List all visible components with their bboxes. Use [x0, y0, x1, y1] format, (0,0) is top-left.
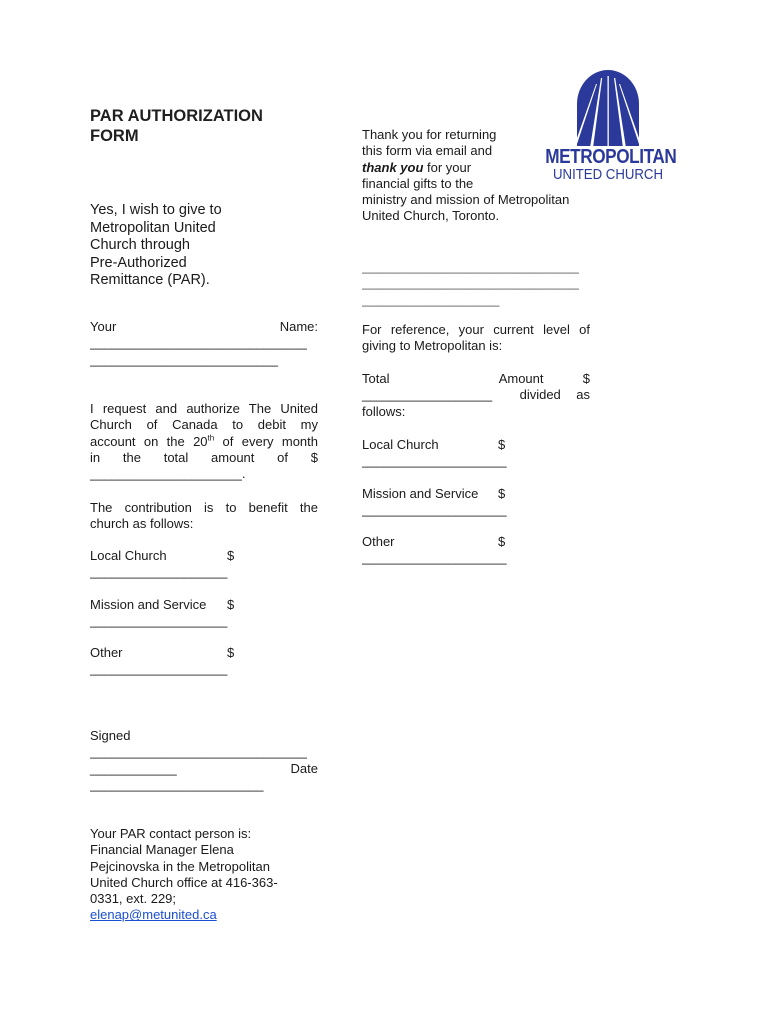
intro-line: Pre-Authorized — [90, 254, 187, 271]
thanks-text: for your — [423, 159, 472, 175]
contact-line: 0331, ext. 229; — [90, 891, 177, 907]
logo-subtitle: UNITED CHURCH — [553, 166, 663, 183]
spacer — [90, 581, 318, 597]
amount-blank[interactable]: _____________________. — [90, 466, 246, 482]
logo-name: METROPOLITAN — [545, 146, 677, 168]
authorization-request — [90, 401, 318, 482]
intro-text — [90, 202, 250, 290]
allocation-blank[interactable]: ___________________ — [90, 661, 228, 677]
request-word: the — [122, 449, 141, 465]
intro-line: Church through — [90, 237, 190, 253]
reference-text — [362, 322, 590, 355]
allocation-item — [90, 597, 318, 630]
dollar-sign: $ — [582, 371, 590, 386]
thanks-line — [362, 160, 590, 176]
contact-block — [90, 826, 330, 924]
dollar-sign: $ — [227, 645, 235, 661]
allocation-label: Other — [362, 534, 395, 550]
request-word: amount — [211, 449, 255, 465]
allocation-row — [362, 486, 590, 502]
allocation-row — [90, 597, 318, 613]
allocation-blank[interactable]: ___________________ — [90, 612, 228, 628]
request-text: of every month — [214, 433, 318, 449]
request-word: $ — [310, 449, 318, 465]
name-blank[interactable]: ______________________________ — [90, 335, 307, 351]
name-label-left: Your — [90, 319, 117, 334]
name-field — [90, 319, 318, 368]
allocation-blank[interactable]: ___________________ — [90, 564, 228, 580]
spacer — [362, 518, 590, 534]
right-allocation — [362, 437, 590, 567]
request-line — [90, 450, 318, 466]
spacer — [90, 629, 318, 645]
signature-blank[interactable]: ____________ — [90, 760, 177, 776]
name-blank[interactable]: __________________________ — [90, 351, 278, 367]
divided-row — [362, 387, 590, 403]
allocation-row — [90, 548, 318, 564]
contribution-text — [90, 500, 318, 533]
allocation-label: Local Church — [362, 437, 439, 452]
intro-line: Remittance (PAR). — [90, 272, 210, 288]
thanks-line: Thank you for returning — [362, 127, 497, 142]
signature-blank[interactable]: ______________________________ — [90, 744, 307, 760]
amount-label: Amount — [498, 371, 544, 386]
dollar-sign: $ — [498, 534, 506, 550]
right-blank-lines — [362, 259, 590, 308]
contribution-line: The contribution is to benefit the — [90, 500, 318, 515]
date-row — [90, 761, 318, 777]
signed-label: Signed — [90, 728, 131, 743]
allocation-blank[interactable]: ____________________ — [362, 550, 507, 566]
request-word: in — [90, 449, 101, 465]
thanks-line: ministry and mission of Metropolitan — [362, 192, 570, 208]
dollar-sign: $ — [227, 548, 235, 563]
dollar-sign: $ — [498, 485, 506, 501]
name-label-right: Name: — [279, 319, 318, 334]
ordinal-suffix: th — [207, 433, 215, 443]
allocation-row — [90, 645, 318, 661]
contact-email-link[interactable]: elenap@metunited.ca — [90, 907, 217, 923]
follows-word: follows: — [362, 403, 406, 419]
allocation-item — [362, 437, 590, 470]
request-text: account on the 20 — [90, 433, 208, 449]
allocation-label: Local Church — [90, 548, 167, 563]
signature-block — [90, 728, 318, 793]
dollar-sign: $ — [498, 437, 506, 452]
dollar-sign: $ — [227, 596, 235, 612]
reference-line: giving to Metropolitan is: — [362, 338, 503, 354]
divided-word: divided — [519, 387, 561, 403]
contribution-line: church as follows: — [90, 516, 194, 532]
thanks-line: financial gifts to the — [362, 175, 474, 191]
thanks-line: this form via email and — [362, 143, 493, 159]
allocation-item — [90, 548, 318, 581]
request-word: of — [277, 449, 288, 465]
thanks-line: United Church, Toronto. — [362, 208, 500, 224]
blank-line[interactable]: ___________________ — [362, 291, 500, 307]
total-label: Total — [362, 371, 390, 386]
allocation-blank[interactable]: ____________________ — [362, 453, 507, 469]
allocation-item — [362, 534, 590, 567]
name-label-row — [90, 319, 318, 335]
allocation-label: Other — [90, 645, 123, 661]
blank-line[interactable]: ______________________________ — [362, 275, 579, 291]
allocation-label: Mission and Service — [90, 596, 207, 612]
total-blank[interactable]: __________________ — [362, 387, 493, 403]
contact-line: Financial Manager Elena — [90, 842, 234, 858]
contact-line: Pejcinovska in the Metropolitan — [90, 858, 270, 874]
thank-you-note — [362, 127, 590, 225]
allocation-item — [90, 645, 318, 678]
intro-line: Yes, I wish to give to — [90, 202, 222, 218]
request-word: total — [163, 449, 189, 465]
contact-line: Your PAR contact person is: — [90, 826, 252, 841]
allocation-label: Mission and Service — [362, 485, 479, 501]
form-title — [90, 106, 320, 146]
thanks-emphasis: thank you — [362, 159, 424, 175]
total-amount-field — [362, 371, 590, 420]
request-line: I request and authorize The United — [90, 401, 318, 416]
as-word: as — [576, 387, 590, 403]
request-line: Church of Canada to debit my — [90, 417, 318, 433]
left-allocation — [90, 548, 318, 678]
title-line-1: PAR AUTHORIZATION — [90, 107, 263, 125]
title-line-2: FORM — [90, 127, 139, 145]
allocation-blank[interactable]: ____________________ — [362, 501, 507, 517]
blank-line[interactable]: ______________________________ — [362, 259, 579, 274]
allocation-row — [362, 534, 590, 550]
allocation-item — [362, 486, 590, 519]
intro-line: Metropolitan United — [90, 219, 216, 236]
spacer — [362, 470, 590, 486]
contact-line: United Church office at 416-363- — [90, 874, 278, 890]
allocation-row — [362, 437, 590, 453]
reference-line: For reference, your current level of — [362, 322, 590, 337]
total-row — [362, 371, 590, 387]
date-label: Date — [290, 760, 318, 776]
date-blank[interactable]: ________________________ — [90, 776, 264, 792]
request-line — [90, 434, 318, 450]
